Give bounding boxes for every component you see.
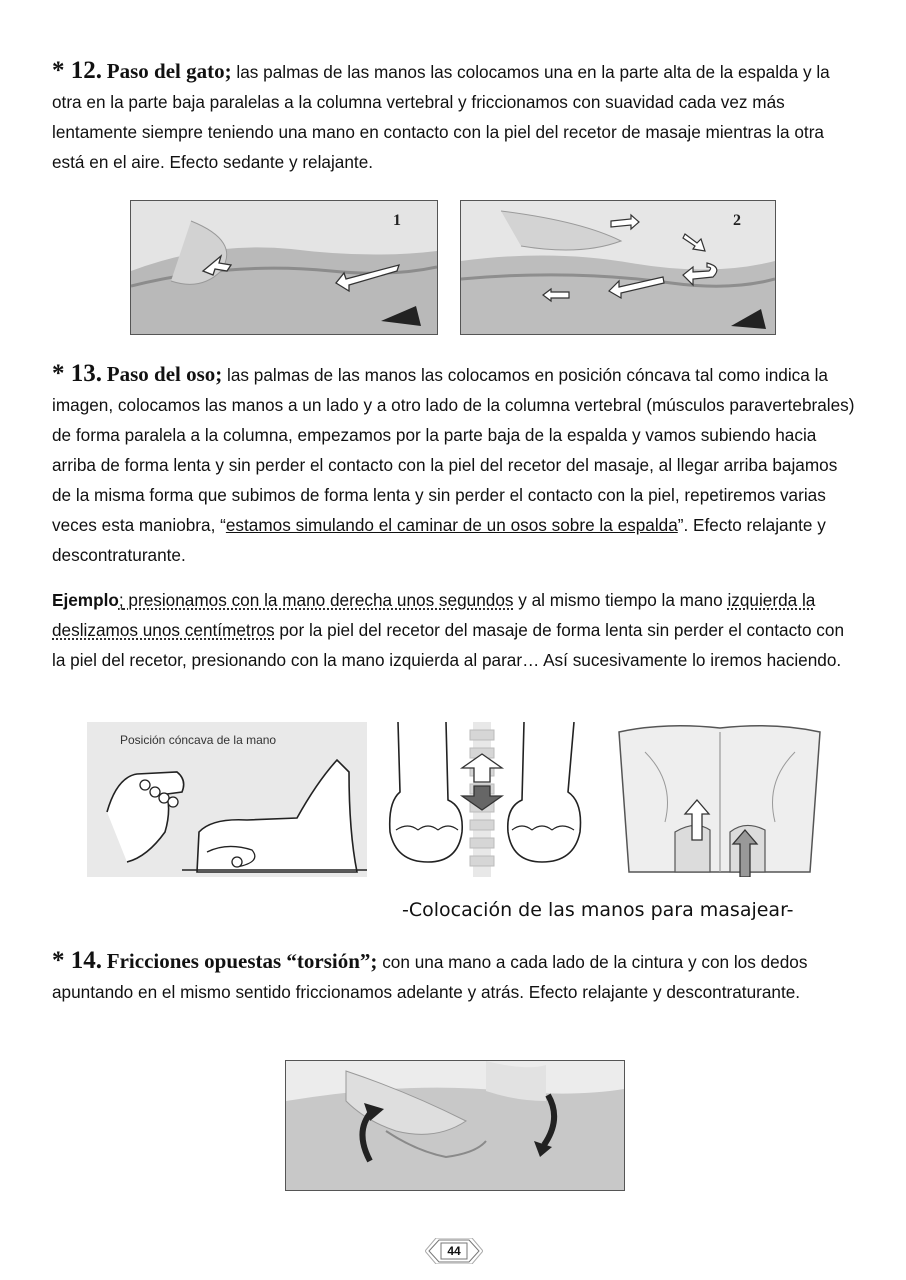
section-12-title: Paso del gato;	[106, 59, 232, 83]
example-text-1: y al mismo tiempo la mano	[513, 590, 728, 610]
example-paragraph	[52, 585, 860, 675]
concave-hand-illustration	[87, 722, 367, 877]
section-14-number: * 14.	[52, 947, 102, 974]
section-12-paragraph	[52, 56, 860, 177]
figure-fists-spine	[378, 722, 586, 877]
section-13-quote: estamos simulando el caminar de un osos sobre la espalda	[225, 515, 678, 535]
page-number-box	[425, 1238, 483, 1264]
section-14-title: Fricciones opuestas “torsión”;	[106, 949, 378, 973]
section-12-text: las palmas de las manos las colocamos una en la parte alta de la espalda y la otra en la parte baja paralelas a la columna vertebral y friccionamos con suavidad cada vez más lentamente siempre teniendo una mano en contacto con la piel del recetor de masaje mientras la otra está en el aire. Efecto sedante y relajante.	[52, 62, 830, 172]
section-13-number: * 13.	[52, 360, 102, 387]
example-label: Ejemplo	[52, 590, 119, 610]
example-underlined-2: izquierda la deslizamos unos centímetros	[52, 590, 816, 640]
figure-label-1: 1	[393, 212, 401, 229]
section-13-title: Paso del oso;	[106, 362, 223, 386]
page-number: 44	[447, 1244, 461, 1258]
figure-caption: -Colocación de las manos para masajear-	[402, 899, 794, 921]
section-13-paragraph	[52, 359, 860, 570]
section-13-tail: ”. Efecto relajante y descontraturante.	[52, 515, 826, 565]
concave-hand-label: Posición cóncava de la mano	[120, 733, 277, 747]
example-text-2: por la piel del recetor del masaje de forma lenta sin perder el contacto con la piel del recetor, presionando con la mano izquierda al parar… Así sucesivamente lo iremos haciendo.	[52, 620, 845, 670]
example-block	[52, 585, 860, 675]
figure-concave-hand	[87, 722, 367, 877]
figure-fricciones-opuestas	[285, 1060, 625, 1191]
torsion-illustration	[286, 1061, 624, 1190]
figure-paso-del-gato-1	[130, 200, 438, 335]
back-illustration-1	[131, 201, 437, 334]
fists-spine-illustration	[378, 722, 586, 877]
section-14	[52, 946, 860, 1007]
section-12	[52, 56, 860, 177]
example-underlined-1: presionamos con la mano derecha unos segundos	[123, 590, 514, 610]
figure-paso-del-gato-2	[460, 200, 776, 335]
arrow-down-icon	[462, 786, 502, 810]
section-14-text: con una mano a cada lado de la cintura y con los dedos apuntando en el mismo sentido friccionamos adelante y atrás. Efecto relajante y descontraturante.	[52, 952, 808, 1002]
section-13	[52, 359, 860, 570]
section-12-number: * 12.	[52, 57, 102, 84]
arrow-up-icon	[462, 754, 502, 782]
section-13-text: las palmas de las manos las colocamos en posición cóncava tal como indica la imagen, colocamos las manos a un lado y a otro lado de la columna vertebral (músculos paravertebrales) de forma paralela a la columna, empezamos por la parte baja de la espalda y vamos subiendo hacia arriba de forma lenta y sin perder el contacto con la piel del recetor del masaje, al llegar arriba bajamos de la misma forma que subimos de forma lenta y sin perder el contacto con la piel, repetiremos varias veces esta maniobra, “	[52, 365, 855, 535]
section-14-paragraph	[52, 946, 860, 1007]
figure-label-2: 2	[733, 212, 741, 229]
back-hands-illustration	[605, 722, 835, 877]
figure-back-hands	[605, 722, 835, 877]
example-separator: ;	[118, 590, 124, 610]
back-illustration-2	[461, 201, 775, 334]
